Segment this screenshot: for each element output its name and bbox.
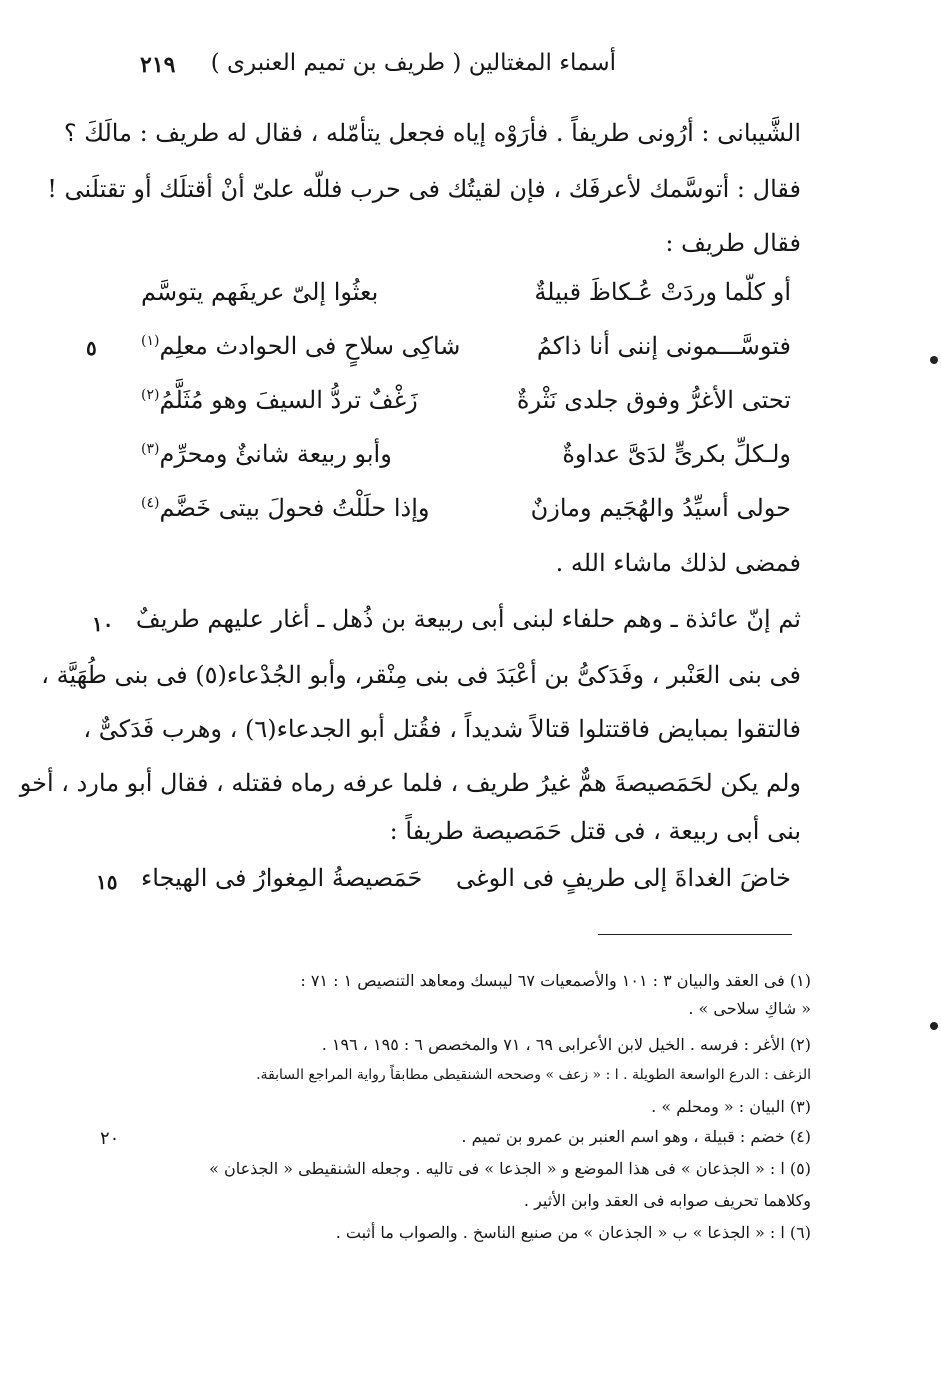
verse-first-hemistich: فتوسَّـــمونى إننى أنا ذاكمُ xyxy=(536,332,791,360)
prose-line: فى بنى العَنْبر ، وفَدَكىُّ بن أعْبَدَ فى بنى مِنْقر، وأبو الجُدْعاء(٥) فى بنى طُهَيَّة ، xyxy=(41,661,801,689)
footnote-line: (٦) ا : « الجذعا » ب « الجذعان » من صنيع الناسخ . والصواب ما أثبت . xyxy=(335,1223,811,1242)
line-number: ٢٠ xyxy=(100,1128,120,1149)
footnote-line: « شاكِ سلاحى » . xyxy=(688,999,811,1018)
footnote-line: (٣) البيان : « ومحلم » . xyxy=(651,1097,811,1116)
prose-line: فقال : أتوسَّمك لأعرفَك ، فإن لقيتُك فى حرب فللّه علىّ أنْ أقتلَك أو تقتلَنى ! xyxy=(47,175,801,203)
footnote-line: وكلاهما تحريف صوابه فى العقد وابن الأثير . xyxy=(523,1191,811,1210)
footnote-marker: (١) xyxy=(141,333,160,349)
page-number: ٢١٩ xyxy=(140,52,176,78)
margin-dot xyxy=(930,1022,938,1030)
margin-dot xyxy=(930,356,938,364)
line-number: ١٠ xyxy=(92,612,114,636)
verse-line xyxy=(141,440,791,480)
prose-line: الشَّيبانى : أرُونى طريفاً . فأرَوْه إياه فجعل يتأمّله ، فقال له طريف : مالَكَ ؟ xyxy=(63,119,801,147)
running-title: أسماء المغتالين ( طريف بن تميم العنبرى ) xyxy=(210,50,616,76)
footnote-line: (٢) الأغر : فرسه . الخيل لابن الأعرابى ٦٩ ، ٧١ والمخصص ٦ : ١٩٥ ، ١٩٦ . xyxy=(321,1035,811,1054)
footnote-marker: (٣) xyxy=(141,441,160,457)
footnote-separator xyxy=(598,934,792,935)
footnote-line: (٤) خضم : قبيلة ، وهو اسم العنبر بن عمرو بن تميم . xyxy=(461,1127,811,1146)
line-number: ٥ xyxy=(86,336,97,360)
footnote-line: الزغف : الدرع الواسعة الطويلة . ا : « زعف » وصححه الشنقيطى مطابقاً رواية المراجع السابقة. xyxy=(256,1067,811,1083)
verse-line xyxy=(141,494,791,534)
footnote-line: (٥) ا : « الجذعان » فى هذا الموضع و « الجذعا » فى تاليه . وجعله الشنقيطى « الجذعان » xyxy=(209,1159,811,1178)
verse-first-hemistich: ولـكلِّ بكرىٍّ لدَىَّ عداوةٌ xyxy=(562,440,791,468)
verse-second-hemistich: حَمَصيصةُ المِغوارُ فى الهيجاء xyxy=(141,864,423,892)
verse-first-hemistich: حولى أسيِّدُ والهُجَيم ومازنٌ xyxy=(530,494,791,522)
prose-line: ولم يكن لحَمَصيصةَ همٌّ غيرُ طريف ، فلما عرفه رماه فقتله ، فقال أبو مارد ، أخو xyxy=(19,769,801,797)
prose-line: فقال طريف : xyxy=(665,229,801,257)
prose-line: بنى أبى ربيعة ، فى قتل حَمَصيصة طريفاً : xyxy=(389,817,801,845)
verse-second-hemistich: شاكِى سلاحٍ فى الحوادث معلِم$^{(١)}$ xyxy=(141,332,461,360)
verse-line xyxy=(141,332,791,372)
verse-first-hemistich: خاضَ الغداةَ إلى طريفٍ فى الوغى xyxy=(456,864,791,892)
verse-first-hemistich: تحتى الأغرُّ وفوق جلدى نَثْرةٌ xyxy=(516,386,791,414)
prose-line: ثم إنّ عائذة ـ وهم حلفاء لبنى أبى ربيعة بن ذُهل ـ أغار عليهم طريفٌ xyxy=(135,605,801,633)
verse-first-hemistich: أو كلّما وردَتْ عُـكاظَ قبيلةٌ xyxy=(534,278,791,306)
verse-line xyxy=(141,386,791,426)
verse-second-hemistich: وإذا حلَلْتُ فحولَ بيتى خَضَّم$^{(٤)}$ xyxy=(141,494,430,522)
verse-second-hemistich: زَغْفٌ تردُّ السيفَ وهو مُثَلَّمُ$^{(٢)}$ xyxy=(141,386,418,414)
footnote-marker: (٤) xyxy=(141,495,160,511)
verse-second-hemistich: بعثُوا إلىّ عريفَهم يتوسَّم xyxy=(141,278,379,306)
prose-line: فالتقوا بمبايض فاقتتلوا قتالاً شديداً ، فقُتل أبو الجدعاء(٦) ، وهرب فَدَكىٌّ ، xyxy=(83,715,801,743)
footnote-line: (١) فى العقد والبيان ٣ : ١٠١ والأصمعيات ٦٧ ليبسك ومعاهد التنصيص ١ : ٧١ : xyxy=(300,971,811,990)
footnote-marker: (٢) xyxy=(141,387,160,403)
prose-line: فمضى لذلك ماشاء الله . xyxy=(555,549,801,577)
verse-line xyxy=(141,864,791,904)
verse-line xyxy=(141,278,791,318)
line-number: ١٥ xyxy=(96,870,118,894)
verse-second-hemistich: وأبو ربيعة شانئٌ ومحرِّم$^{(٣)}$ xyxy=(141,440,392,468)
